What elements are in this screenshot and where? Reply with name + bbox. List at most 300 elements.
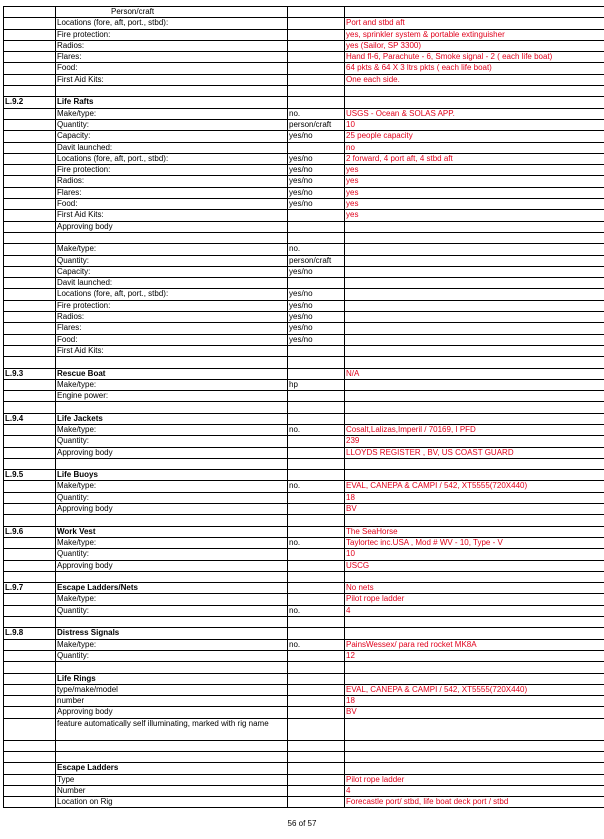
section-number-cell [4, 707, 56, 718]
section-number-cell [4, 108, 56, 119]
unit-cell: yes/no [288, 334, 345, 345]
table-row [4, 447, 604, 458]
unit-cell [288, 740, 345, 751]
section-number-cell: L.9.3 [4, 368, 56, 379]
item-label-cell: First Aid Kits: [56, 345, 288, 356]
item-label-cell: Life Rafts [56, 97, 288, 108]
item-label-cell: Food: [56, 199, 288, 210]
section-number-cell [4, 650, 56, 661]
section-number-cell [4, 334, 56, 345]
unit-cell [288, 436, 345, 447]
unit-cell [288, 74, 345, 85]
unit-cell [288, 797, 345, 808]
table-row [4, 119, 604, 130]
unit-cell [288, 560, 345, 571]
table-row [4, 684, 604, 695]
item-label-cell: Number [56, 785, 288, 796]
value-cell [345, 221, 604, 232]
value-cell [345, 255, 604, 266]
unit-cell [288, 492, 345, 503]
value-cell: BV [345, 707, 604, 718]
value-cell [345, 458, 604, 469]
table-row [4, 266, 604, 277]
unit-cell [288, 52, 345, 63]
table-row [4, 187, 604, 198]
unit-cell [288, 673, 345, 684]
value-cell: Forecastle port/ stbd, life boat deck port / stbd [345, 797, 604, 808]
table-row [4, 153, 604, 164]
section-number-cell [4, 492, 56, 503]
item-label-cell: Quantity: [56, 650, 288, 661]
section-number-cell [4, 740, 56, 751]
section-number-cell [4, 142, 56, 153]
table-row [4, 29, 604, 40]
table-row [4, 763, 604, 774]
section-number-cell [4, 29, 56, 40]
item-label-cell: Make/type: [56, 481, 288, 492]
item-label-cell: Approving body [56, 221, 288, 232]
value-cell: yes [345, 210, 604, 221]
unit-cell [288, 391, 345, 402]
unit-cell: yes/no [288, 176, 345, 187]
section-number-cell [4, 7, 56, 18]
value-cell: PainsWessex/ para red rocket MK8A [345, 639, 604, 650]
item-label-cell: Food: [56, 63, 288, 74]
table-row [4, 740, 604, 751]
section-number-cell [4, 560, 56, 571]
item-label-cell: Radios: [56, 40, 288, 51]
section-number-cell: L.9.6 [4, 526, 56, 537]
section-number-cell [4, 131, 56, 142]
item-label-cell [56, 740, 288, 751]
value-cell [345, 379, 604, 390]
item-label-cell: Quantity: [56, 255, 288, 266]
item-label-cell: Life Rings [56, 673, 288, 684]
unit-cell: yes/no [288, 199, 345, 210]
item-label-cell: type/make/model [56, 684, 288, 695]
value-cell [345, 718, 604, 740]
item-label-cell: Distress Signals [56, 628, 288, 639]
section-number-cell [4, 176, 56, 187]
table-row [4, 210, 604, 221]
unit-cell [288, 86, 345, 97]
item-label-cell: Rescue Boat [56, 368, 288, 379]
unit-cell: no. [288, 537, 345, 548]
item-label-cell: number [56, 696, 288, 707]
value-cell [345, 266, 604, 277]
section-number-cell [4, 424, 56, 435]
item-label-cell: First Aid Kits: [56, 74, 288, 85]
table-row [4, 413, 604, 424]
table-row [4, 797, 604, 808]
table-row [4, 537, 604, 548]
section-number-cell [4, 323, 56, 334]
value-cell: Pilot rope ladder [345, 594, 604, 605]
item-label-cell: Quantity: [56, 436, 288, 447]
table-row [4, 131, 604, 142]
table-row [4, 639, 604, 650]
item-label-cell: Quantity: [56, 549, 288, 560]
section-number-cell [4, 752, 56, 763]
value-cell [345, 278, 604, 289]
item-label-cell: Make/type: [56, 639, 288, 650]
item-label-cell: Flares: [56, 187, 288, 198]
unit-cell: yes/no [288, 131, 345, 142]
table-row [4, 289, 604, 300]
table-row [4, 560, 604, 571]
value-cell: yes [345, 199, 604, 210]
unit-cell: yes/no [288, 300, 345, 311]
unit-cell: hp [288, 379, 345, 390]
table-row [4, 345, 604, 356]
value-cell [345, 232, 604, 243]
table-row [4, 52, 604, 63]
section-number-cell [4, 221, 56, 232]
unit-cell: no. [288, 639, 345, 650]
table-row [4, 312, 604, 323]
unit-cell [288, 40, 345, 51]
unit-cell [288, 18, 345, 29]
section-number-cell [4, 153, 56, 164]
unit-cell: yes/no [288, 312, 345, 323]
unit-cell [288, 774, 345, 785]
value-cell [345, 673, 604, 684]
table-row [4, 323, 604, 334]
table-row [4, 492, 604, 503]
table-row [4, 40, 604, 51]
table-row [4, 481, 604, 492]
section-number-cell [4, 300, 56, 311]
value-cell: 4 [345, 605, 604, 616]
section-number-cell [4, 255, 56, 266]
value-cell [345, 571, 604, 582]
unit-cell [288, 357, 345, 368]
section-number-cell [4, 617, 56, 628]
item-label-cell: Quantity: [56, 605, 288, 616]
value-cell [345, 763, 604, 774]
value-cell [345, 300, 604, 311]
unit-cell [288, 628, 345, 639]
item-label-cell [56, 357, 288, 368]
unit-cell [288, 210, 345, 221]
item-label-cell: Radios: [56, 176, 288, 187]
unit-cell [288, 718, 345, 740]
value-cell [345, 289, 604, 300]
item-label-cell [56, 458, 288, 469]
item-label-cell: Locations (fore, aft, port., stbd): [56, 18, 288, 29]
table-row [4, 357, 604, 368]
unit-cell [288, 447, 345, 458]
unit-cell [288, 142, 345, 153]
unit-cell [288, 221, 345, 232]
section-number-cell [4, 718, 56, 740]
item-label-cell: Quantity: [56, 119, 288, 130]
specification-table [3, 6, 604, 808]
unit-cell: yes/no [288, 187, 345, 198]
item-label-cell: Escape Ladders [56, 763, 288, 774]
section-number-cell [4, 244, 56, 255]
value-cell: 18 [345, 492, 604, 503]
value-cell: yes [345, 165, 604, 176]
unit-cell: no. [288, 605, 345, 616]
section-number-cell [4, 605, 56, 616]
item-label-cell: Flares: [56, 323, 288, 334]
value-cell: Port and stbd aft [345, 18, 604, 29]
value-cell: The SeaHorse [345, 526, 604, 537]
table-row [4, 549, 604, 560]
section-number-cell: L.9.4 [4, 413, 56, 424]
item-label-cell: Quantity: [56, 492, 288, 503]
unit-cell [288, 345, 345, 356]
item-label-cell: Make/type: [56, 594, 288, 605]
item-label-cell: Fire protection: [56, 300, 288, 311]
item-label-cell [56, 232, 288, 243]
section-number-cell: L.9.5 [4, 470, 56, 481]
section-number-cell [4, 266, 56, 277]
section-number-cell [4, 504, 56, 515]
section-number-cell [4, 119, 56, 130]
table-row [4, 526, 604, 537]
value-cell [345, 334, 604, 345]
unit-cell: person/craft [288, 119, 345, 130]
table-row [4, 108, 604, 119]
unit-cell [288, 470, 345, 481]
section-number-cell: L.9.7 [4, 583, 56, 594]
unit-cell [288, 662, 345, 673]
unit-cell: no. [288, 424, 345, 435]
table-row [4, 673, 604, 684]
table-row [4, 436, 604, 447]
value-cell: One each side. [345, 74, 604, 85]
section-number-cell [4, 63, 56, 74]
value-cell: EVAL, CANEPA & CAMPI / 542, XT5555(720X440) [345, 684, 604, 695]
table-row [4, 199, 604, 210]
table-row [4, 515, 604, 526]
table-row [4, 707, 604, 718]
value-cell: EVAL, CANEPA & CAMPI / 542, XT5555(720X440) [345, 481, 604, 492]
value-cell: N/A [345, 368, 604, 379]
section-number-cell [4, 52, 56, 63]
unit-cell: yes/no [288, 289, 345, 300]
section-number-cell [4, 515, 56, 526]
item-label-cell: Make/type: [56, 244, 288, 255]
unit-cell [288, 515, 345, 526]
table-row [4, 662, 604, 673]
table-row [4, 504, 604, 515]
value-cell: Taylortec inc.USA , Mod # WV - 10, Type - V [345, 537, 604, 548]
table-row [4, 300, 604, 311]
unit-cell: person/craft [288, 255, 345, 266]
section-number-cell [4, 379, 56, 390]
unit-cell: yes/no [288, 153, 345, 164]
value-cell: 10 [345, 549, 604, 560]
unit-cell: yes/no [288, 165, 345, 176]
unit-cell [288, 526, 345, 537]
table-row [4, 696, 604, 707]
unit-cell [288, 29, 345, 40]
value-cell [345, 244, 604, 255]
table-row [4, 594, 604, 605]
unit-cell [288, 594, 345, 605]
item-label-cell: Type [56, 774, 288, 785]
item-label-cell: Approving body [56, 560, 288, 571]
item-label-cell: Location on Rig [56, 797, 288, 808]
section-number-cell [4, 639, 56, 650]
table-row [4, 774, 604, 785]
section-number-cell [4, 436, 56, 447]
section-number-cell [4, 797, 56, 808]
item-label-cell: Davit launched: [56, 278, 288, 289]
page-number: 56 of 57 [287, 819, 317, 828]
value-cell: 239 [345, 436, 604, 447]
value-cell [345, 391, 604, 402]
value-cell: No nets [345, 583, 604, 594]
section-number-cell [4, 673, 56, 684]
unit-cell [288, 232, 345, 243]
value-cell: LLOYDS REGISTER , BV, US COAST GUARD [345, 447, 604, 458]
table-row [4, 470, 604, 481]
item-label-cell [56, 571, 288, 582]
table-row [4, 165, 604, 176]
section-number-cell [4, 696, 56, 707]
section-number-cell [4, 289, 56, 300]
section-number-cell [4, 165, 56, 176]
item-label-cell [56, 402, 288, 413]
item-label-cell: Person/craft [56, 7, 288, 18]
value-cell [345, 86, 604, 97]
section-number-cell [4, 40, 56, 51]
section-number-cell [4, 86, 56, 97]
value-cell: Hand fl-6, Parachute - 6, Smoke signal - 2 ( each life boat) [345, 52, 604, 63]
unit-cell [288, 278, 345, 289]
table-row [4, 278, 604, 289]
section-number-cell [4, 18, 56, 29]
unit-cell [288, 684, 345, 695]
item-label-cell: Make/type: [56, 108, 288, 119]
value-cell [345, 662, 604, 673]
section-number-cell [4, 458, 56, 469]
section-number-cell [4, 74, 56, 85]
item-label-cell: Capacity: [56, 131, 288, 142]
section-number-cell [4, 357, 56, 368]
section-number-cell [4, 774, 56, 785]
unit-cell [288, 763, 345, 774]
unit-cell [288, 571, 345, 582]
item-label-cell: feature automatically self illuminating, marked with rig name [56, 718, 288, 740]
table-row [4, 63, 604, 74]
table-row [4, 244, 604, 255]
item-label-cell: Life Jackets [56, 413, 288, 424]
table-row [4, 232, 604, 243]
value-cell [345, 470, 604, 481]
unit-cell [288, 504, 345, 515]
unit-cell [288, 402, 345, 413]
value-cell [345, 740, 604, 751]
section-number-cell [4, 391, 56, 402]
item-label-cell: Fire protection: [56, 165, 288, 176]
table-row [4, 752, 604, 763]
section-number-cell [4, 312, 56, 323]
value-cell [345, 515, 604, 526]
section-number-cell [4, 785, 56, 796]
value-cell [345, 312, 604, 323]
value-cell: 64 pkts & 64 X 3 ltrs pkts ( each life boat) [345, 63, 604, 74]
table-row [4, 379, 604, 390]
table-row [4, 458, 604, 469]
section-number-cell [4, 232, 56, 243]
unit-cell [288, 458, 345, 469]
unit-cell: no. [288, 108, 345, 119]
table-row [4, 221, 604, 232]
unit-cell [288, 368, 345, 379]
table-row [4, 176, 604, 187]
value-cell [345, 357, 604, 368]
item-label-cell [56, 662, 288, 673]
value-cell [345, 7, 604, 18]
value-cell [345, 628, 604, 639]
section-number-cell [4, 187, 56, 198]
table-body [4, 7, 604, 808]
value-cell [345, 97, 604, 108]
unit-cell: yes/no [288, 266, 345, 277]
item-label-cell: Radios: [56, 312, 288, 323]
section-number-cell [4, 278, 56, 289]
value-cell [345, 323, 604, 334]
section-number-cell [4, 763, 56, 774]
item-label-cell: Make/type: [56, 424, 288, 435]
unit-cell: yes/no [288, 323, 345, 334]
value-cell [345, 617, 604, 628]
item-label-cell [56, 617, 288, 628]
item-label-cell: Fire protection: [56, 29, 288, 40]
item-label-cell: Approving body [56, 707, 288, 718]
item-label-cell: Approving body [56, 504, 288, 515]
item-label-cell: Work Vest [56, 526, 288, 537]
unit-cell [288, 63, 345, 74]
unit-cell: no. [288, 244, 345, 255]
section-number-cell [4, 199, 56, 210]
unit-cell [288, 696, 345, 707]
unit-cell [288, 785, 345, 796]
item-label-cell: First Aid Kits: [56, 210, 288, 221]
table-row [4, 86, 604, 97]
section-number-cell: L.9.2 [4, 97, 56, 108]
item-label-cell [56, 515, 288, 526]
value-cell: 4 [345, 785, 604, 796]
value-cell: yes, sprinkler system & portable extinguisher [345, 29, 604, 40]
value-cell: 25 people capacity [345, 131, 604, 142]
table-row [4, 97, 604, 108]
table-row [4, 368, 604, 379]
item-label-cell: Make/type: [56, 537, 288, 548]
value-cell: BV [345, 504, 604, 515]
section-number-cell [4, 402, 56, 413]
item-label-cell: Locations (fore, aft, port., stbd): [56, 153, 288, 164]
section-number-cell [4, 345, 56, 356]
table-row [4, 334, 604, 345]
section-number-cell [4, 210, 56, 221]
section-number-cell: L.9.8 [4, 628, 56, 639]
item-label-cell: Capacity: [56, 266, 288, 277]
table-row [4, 650, 604, 661]
item-label-cell: Life Buoys [56, 470, 288, 481]
value-cell: USCG [345, 560, 604, 571]
table-row [4, 617, 604, 628]
value-cell [345, 402, 604, 413]
section-number-cell [4, 594, 56, 605]
table-row [4, 605, 604, 616]
item-label-cell: Approving body [56, 447, 288, 458]
